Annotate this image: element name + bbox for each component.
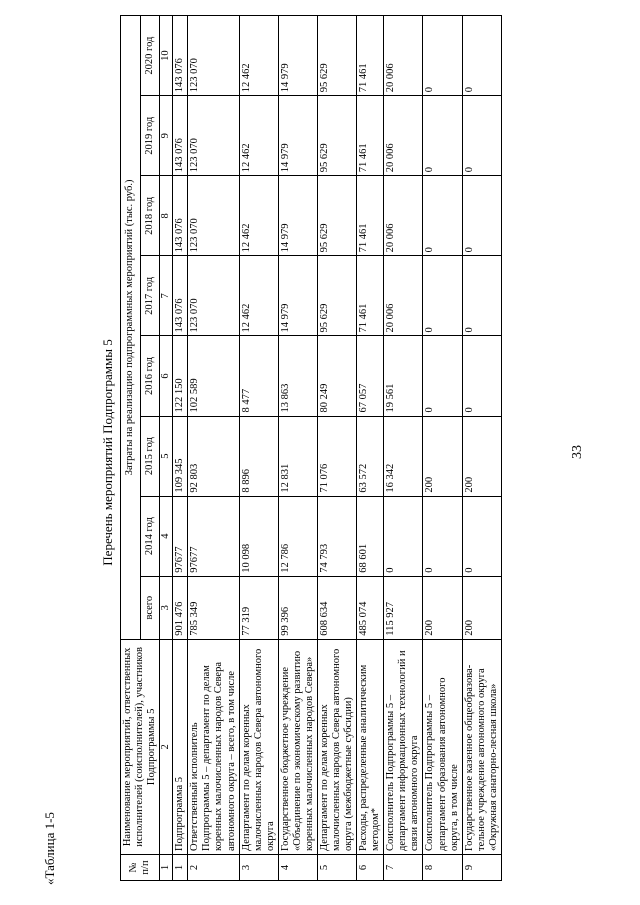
row-number: 1 — [173, 854, 188, 880]
row-name: Ответственный исполнитель — [189, 722, 201, 851]
row-name: Соисполнитель Подпрограммы 5 – департамент образования автономного округа, в том числе — [423, 639, 462, 854]
column-number: 7 — [160, 256, 173, 336]
table-row — [188, 16, 239, 881]
value-2019: 95 629 — [317, 96, 356, 176]
value-2019: 123 070 — [188, 96, 239, 176]
table-row — [317, 16, 356, 881]
value-2020: 12 462 — [239, 16, 278, 96]
value-2018: 20 006 — [384, 176, 423, 256]
value-total: 608 634 — [317, 576, 356, 639]
value-2019: 20 006 — [384, 96, 423, 176]
row-number: 6 — [357, 854, 384, 880]
column-number: 2 — [160, 639, 173, 854]
value-2018: 71 461 — [357, 176, 384, 256]
row-number: 7 — [384, 854, 423, 880]
value-2019: 143 076 — [173, 96, 188, 176]
value-2016: 80 249 — [317, 336, 356, 416]
value-2017: 20 006 — [384, 256, 423, 336]
table-row — [384, 16, 423, 881]
value-2016: 0 — [462, 336, 501, 416]
value-2018: 143 076 — [173, 176, 188, 256]
table-row — [462, 16, 501, 881]
row-name-detail: Подпрограммы 5 – департамент по делам коренных малочисленных народов Севера автономного округа – всего, в том числе — [201, 662, 237, 851]
column-number: 6 — [160, 336, 173, 416]
header-year: 2016 год — [140, 336, 160, 416]
value-total: 200 — [462, 576, 501, 639]
header-year: 2018 год — [140, 176, 160, 256]
value-2020: 0 — [462, 16, 501, 96]
value-2015: 63 572 — [357, 416, 384, 496]
column-numbers-row — [160, 16, 173, 881]
value-2020: 143 076 — [173, 16, 188, 96]
value-2015: 200 — [462, 416, 501, 496]
value-2017: 95 629 — [317, 256, 356, 336]
value-2016: 102 589 — [188, 336, 239, 416]
row-number: 3 — [239, 854, 278, 880]
value-2014: 68 601 — [357, 496, 384, 576]
value-2018: 0 — [462, 176, 501, 256]
value-2014: 0 — [384, 496, 423, 576]
value-total: 785 349 — [188, 576, 239, 639]
value-total: 200 — [423, 576, 462, 639]
value-2016: 122 150 — [173, 336, 188, 416]
value-2015: 12 831 — [278, 416, 317, 496]
header-total: всего — [140, 576, 160, 639]
value-2020: 20 006 — [384, 16, 423, 96]
value-2020: 95 629 — [317, 16, 356, 96]
value-2014: 97677 — [188, 496, 239, 576]
table-title: Перечень мероприятий Подпрограммы 5 — [100, 339, 115, 566]
value-2018: 123 070 — [188, 176, 239, 256]
row-name: Расходы, распределенные аналитическим методом* — [357, 639, 384, 854]
header-row-1 — [121, 16, 141, 881]
column-number: 5 — [160, 416, 173, 496]
value-2016: 13 863 — [278, 336, 317, 416]
value-2015: 16 342 — [384, 416, 423, 496]
value-2014: 97677 — [173, 496, 188, 576]
column-number: 4 — [160, 496, 173, 576]
row-name: Подпрограмма 5 — [173, 639, 188, 854]
column-number: 10 — [160, 16, 173, 96]
table-row — [278, 16, 317, 881]
table-row — [357, 16, 384, 881]
row-number: 9 — [462, 854, 501, 880]
value-2018: 14 979 — [278, 176, 317, 256]
value-2019: 14 979 — [278, 96, 317, 176]
value-2017: 143 076 — [173, 256, 188, 336]
column-number: 9 — [160, 96, 173, 176]
row-number: 2 — [188, 854, 239, 880]
row-name: Государственное казенное общеобразова-тельное учреждение автономного округа «Окружная санаторно-лесная школа» — [462, 639, 501, 854]
row-name: Соисполнитель Подпрограммы 5 – департамент информационных технологий и связи автономного округа — [384, 639, 423, 854]
value-2014: 0 — [423, 496, 462, 576]
header-year: 2020 год — [140, 16, 160, 96]
value-2018: 12 462 — [239, 176, 278, 256]
value-2017: 123 070 — [188, 256, 239, 336]
table-row — [423, 16, 462, 881]
header-name: Наименование мероприятий, ответственных исполнителей (соисполнителей), участников Подпрограммы 5 — [121, 639, 160, 854]
value-2017: 0 — [462, 256, 501, 336]
header-year: 2019 год — [140, 96, 160, 176]
value-2017: 12 462 — [239, 256, 278, 336]
value-2017: 14 979 — [278, 256, 317, 336]
value-2019: 0 — [462, 96, 501, 176]
value-total: 99 396 — [278, 576, 317, 639]
value-2014: 74 793 — [317, 496, 356, 576]
value-total: 77 319 — [239, 576, 278, 639]
value-2017: 71 461 — [357, 256, 384, 336]
row-name-cell — [188, 639, 239, 854]
value-2015: 200 — [423, 416, 462, 496]
value-2019: 71 461 — [357, 96, 384, 176]
value-2020: 0 — [423, 16, 462, 96]
value-2020: 14 979 — [278, 16, 317, 96]
value-2019: 0 — [423, 96, 462, 176]
value-total: 115 927 — [384, 576, 423, 639]
value-2020: 71 461 — [357, 16, 384, 96]
row-number: 5 — [317, 854, 356, 880]
value-2016: 0 — [423, 336, 462, 416]
row-number: 8 — [423, 854, 462, 880]
value-2014: 10 098 — [239, 496, 278, 576]
value-2020: 123 070 — [188, 16, 239, 96]
row-name: Департамент по делам коренных малочисленных народов Севера автономного округа — [239, 639, 278, 854]
value-total: 901 476 — [173, 576, 188, 639]
column-number: 1 — [160, 854, 173, 880]
table-caption: «Таблица 1-5 — [42, 812, 57, 885]
value-total: 485 074 — [357, 576, 384, 639]
value-2019: 12 462 — [239, 96, 278, 176]
value-2016: 8 477 — [239, 336, 278, 416]
column-number: 8 — [160, 176, 173, 256]
value-2015: 8 896 — [239, 416, 278, 496]
value-2018: 0 — [423, 176, 462, 256]
table-row — [239, 16, 278, 881]
page-number: 33 — [570, 445, 585, 459]
row-number: 4 — [278, 854, 317, 880]
header-no: № п/п — [121, 854, 160, 880]
value-2015: 92 803 — [188, 416, 239, 496]
value-2016: 19 561 — [384, 336, 423, 416]
column-number: 3 — [160, 576, 173, 639]
header-costs: Затраты на реализацию подпрограммных мероприятий (тыс. руб.) — [121, 16, 141, 640]
value-2018: 95 629 — [317, 176, 356, 256]
value-2017: 0 — [423, 256, 462, 336]
value-2016: 67 057 — [357, 336, 384, 416]
row-name: Государственное бюджетное учреждение «Объединение по экономическому развитию коренных малочисленных народов Севера» — [278, 639, 317, 854]
header-year: 2014 год — [140, 496, 160, 576]
row-name: Департамент по делам коренных малочисленных народов Севера автономного округа (межбюджетные субсидии) — [317, 639, 356, 854]
value-2015: 109 345 — [173, 416, 188, 496]
value-2014: 12 786 — [278, 496, 317, 576]
table-row — [173, 16, 188, 881]
header-year: 2015 год — [140, 416, 160, 496]
value-2015: 71 076 — [317, 416, 356, 496]
measures-table — [120, 15, 502, 881]
header-year: 2017 год — [140, 256, 160, 336]
value-2014: 0 — [462, 496, 501, 576]
